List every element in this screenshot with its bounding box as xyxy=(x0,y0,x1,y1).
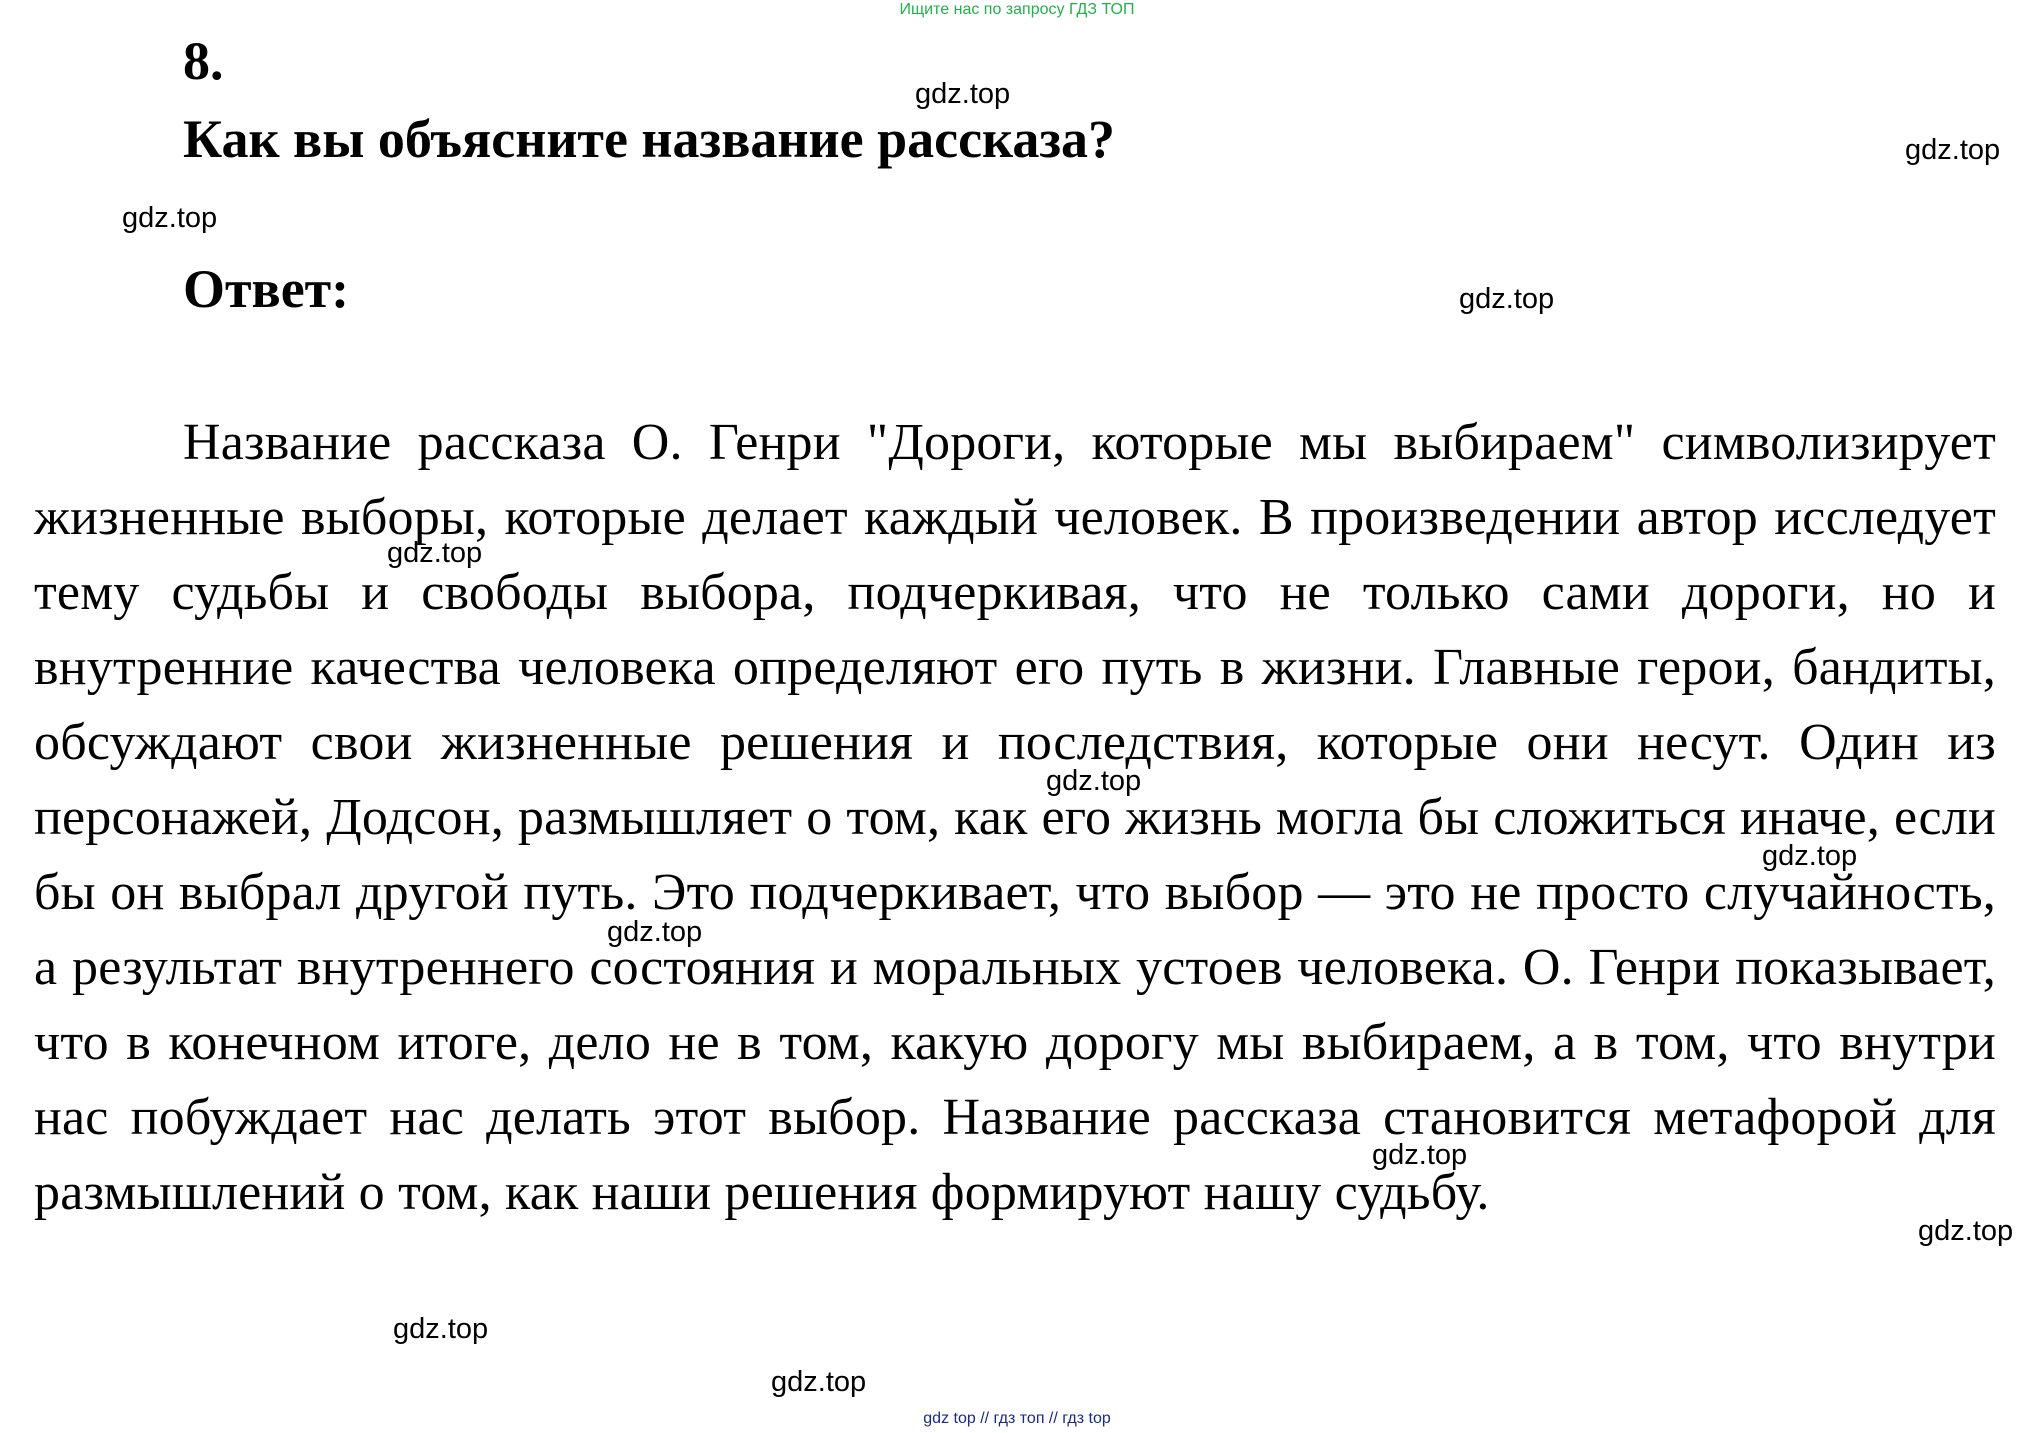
watermark: gdz.top xyxy=(771,1366,867,1398)
watermark: gdz.top xyxy=(607,916,703,948)
task-question: Как вы объясните название рассказа? xyxy=(183,109,1116,169)
top-banner: Ищите нас по запросу ГДЗ ТОП xyxy=(899,1,1135,18)
watermark: gdz.top xyxy=(1372,1139,1468,1171)
watermark: gdz.top xyxy=(1459,283,1555,315)
watermark: gdz.top xyxy=(122,202,218,234)
watermark: gdz.top xyxy=(1905,134,2001,166)
watermark: gdz.top xyxy=(1046,765,1142,797)
answer-text: Название рассказа О. Генри "Дороги, которые мы выбираем" символизирует жизненные выборы, которые делает каждый человек. В произведении автор исследует тему судьбы и свободы выбора, подчеркивая, что не только сами дороги, но и внутренние качества человека определяют его путь в жизни. Главные герои, бандиты, обсуждают свои жизненные решения и последствия, которые они несут. Один из персонажей, Додсон, размышляет о том, как его жизнь могла бы сложиться иначе, если бы он выбрал другой путь. Это подчеркивает, что выбор — это не просто случайность, а результат внутреннего состояния и моральных устоев человека. О. Генри показывает, что в конечном итоге, дело не в том, какую дорогу мы выбираем, а в том, что внутри нас побуждает нас делать этот выбор. Название рассказа становится метафорой для размышлений о том, как наши решения формируют нашу судьбу. xyxy=(34,414,1996,1221)
watermark: gdz.top xyxy=(1918,1215,2014,1247)
watermark: gdz.top xyxy=(1762,840,1858,872)
bottom-footer: gdz top // гдз топ // гдз top xyxy=(923,1410,1111,1427)
answer-label: Ответ: xyxy=(183,259,350,319)
watermark: gdz.top xyxy=(393,1313,489,1345)
task-number: 8. xyxy=(183,31,224,91)
watermark: gdz.top xyxy=(387,537,483,569)
watermark: gdz.top xyxy=(915,78,1011,110)
